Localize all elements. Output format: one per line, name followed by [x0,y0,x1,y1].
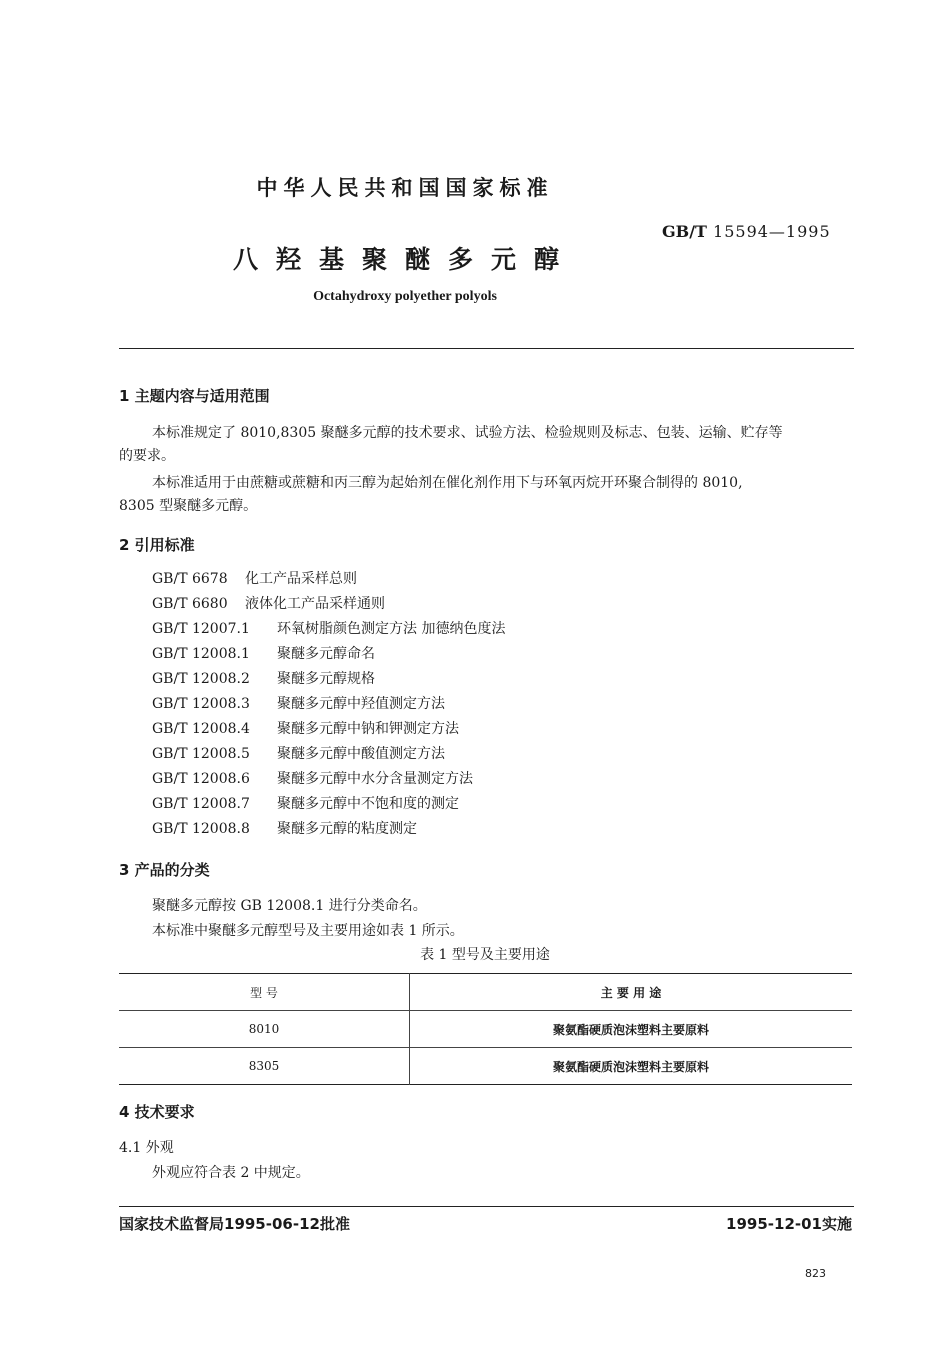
page-number: 823 [805,1267,826,1280]
section-1-paragraph-2-line-2: 8305 型聚醚多元醇。 [119,498,258,514]
section-4-heading: 4 技术要求 [119,1103,195,1121]
table-cell-use: 聚氨酯硬质泡沫塑料主要原料 [552,1059,709,1074]
reference-item: GB/T 12008.1 聚醚多元醇命名 [152,646,375,662]
reference-item: GB/T 6678 化工产品采样总则 [152,571,357,587]
reference-item: GB/T 12008.2 聚醚多元醇规格 [152,671,375,687]
section-2-heading: 2 引用标准 [119,536,195,554]
table-1-caption: 表 1 型号及主要用途 [420,947,550,963]
product-type-table [119,973,852,1085]
national-standard-title: 中华人民共和国国家标准 [256,175,554,200]
document-title: 八羟基聚醚多元醇 [232,245,577,274]
footer-divider [119,1206,854,1207]
reference-item: GB/T 12008.5 聚醚多元醇中酸值测定方法 [152,746,445,762]
section-4-1-heading: 4.1 外观 [119,1140,174,1156]
document-title-english: Octahydroxy polyether polyols [313,289,497,304]
reference-item: GB/T 12008.8 聚醚多元醇的粘度测定 [152,821,417,837]
section-1-paragraph-1-line-2: 的要求。 [119,448,175,464]
table-header-type: 型 号 [119,974,410,1011]
table-cell-type: 8305 [119,1048,410,1085]
table-row [119,1011,852,1048]
reference-item: GB/T 12007.1 环氧树脂颜色测定方法 加德纳色度法 [152,621,506,637]
section-4-1-paragraph: 外观应符合表 2 中规定。 [152,1165,310,1181]
header-divider [119,348,854,349]
standard-number-value: 15594—1995 [713,222,831,241]
section-1-heading: 1 主题内容与适用范围 [119,387,270,405]
section-3-paragraph-2: 本标准中聚醚多元醇型号及主要用途如表 1 所示。 [152,923,464,939]
standard-number [662,222,831,241]
section-1-paragraph-2-line-1: 本标准适用于由蔗糖或蔗糖和丙三醇为起始剂在催化剂作用下与环氧丙烷开环聚合制得的 8010, [152,475,743,491]
implementation-date: 1995-12-01实施 [726,1215,852,1233]
table-header-use: 主 要 用 途 [600,985,662,1000]
table-row [119,1048,852,1085]
section-3-heading: 3 产品的分类 [119,861,210,879]
reference-item: GB/T 12008.7 聚醚多元醇中不饱和度的测定 [152,796,459,812]
reference-item: GB/T 12008.6 聚醚多元醇中水分含量测定方法 [152,771,473,787]
table-cell-type: 8010 [119,1011,410,1048]
table-cell-use: 聚氨酯硬质泡沫塑料主要原料 [552,1022,709,1037]
approval-date: 国家技术监督局1995-06-12批准 [119,1215,350,1233]
reference-item: GB/T 6680 液体化工产品采样通则 [152,596,385,612]
section-1-paragraph-1-line-1: 本标准规定了 8010,8305 聚醚多元醇的技术要求、试验方法、检验规则及标志、包装、运输、贮存等 [152,425,783,441]
standard-prefix: GB/T [662,222,707,241]
table-header-row [119,974,852,1011]
reference-item: GB/T 12008.3 聚醚多元醇中羟值测定方法 [152,696,445,712]
section-3-paragraph-1: 聚醚多元醇按 GB 12008.1 进行分类命名。 [152,898,427,914]
reference-item: GB/T 12008.4 聚醚多元醇中钠和钾测定方法 [152,721,459,737]
